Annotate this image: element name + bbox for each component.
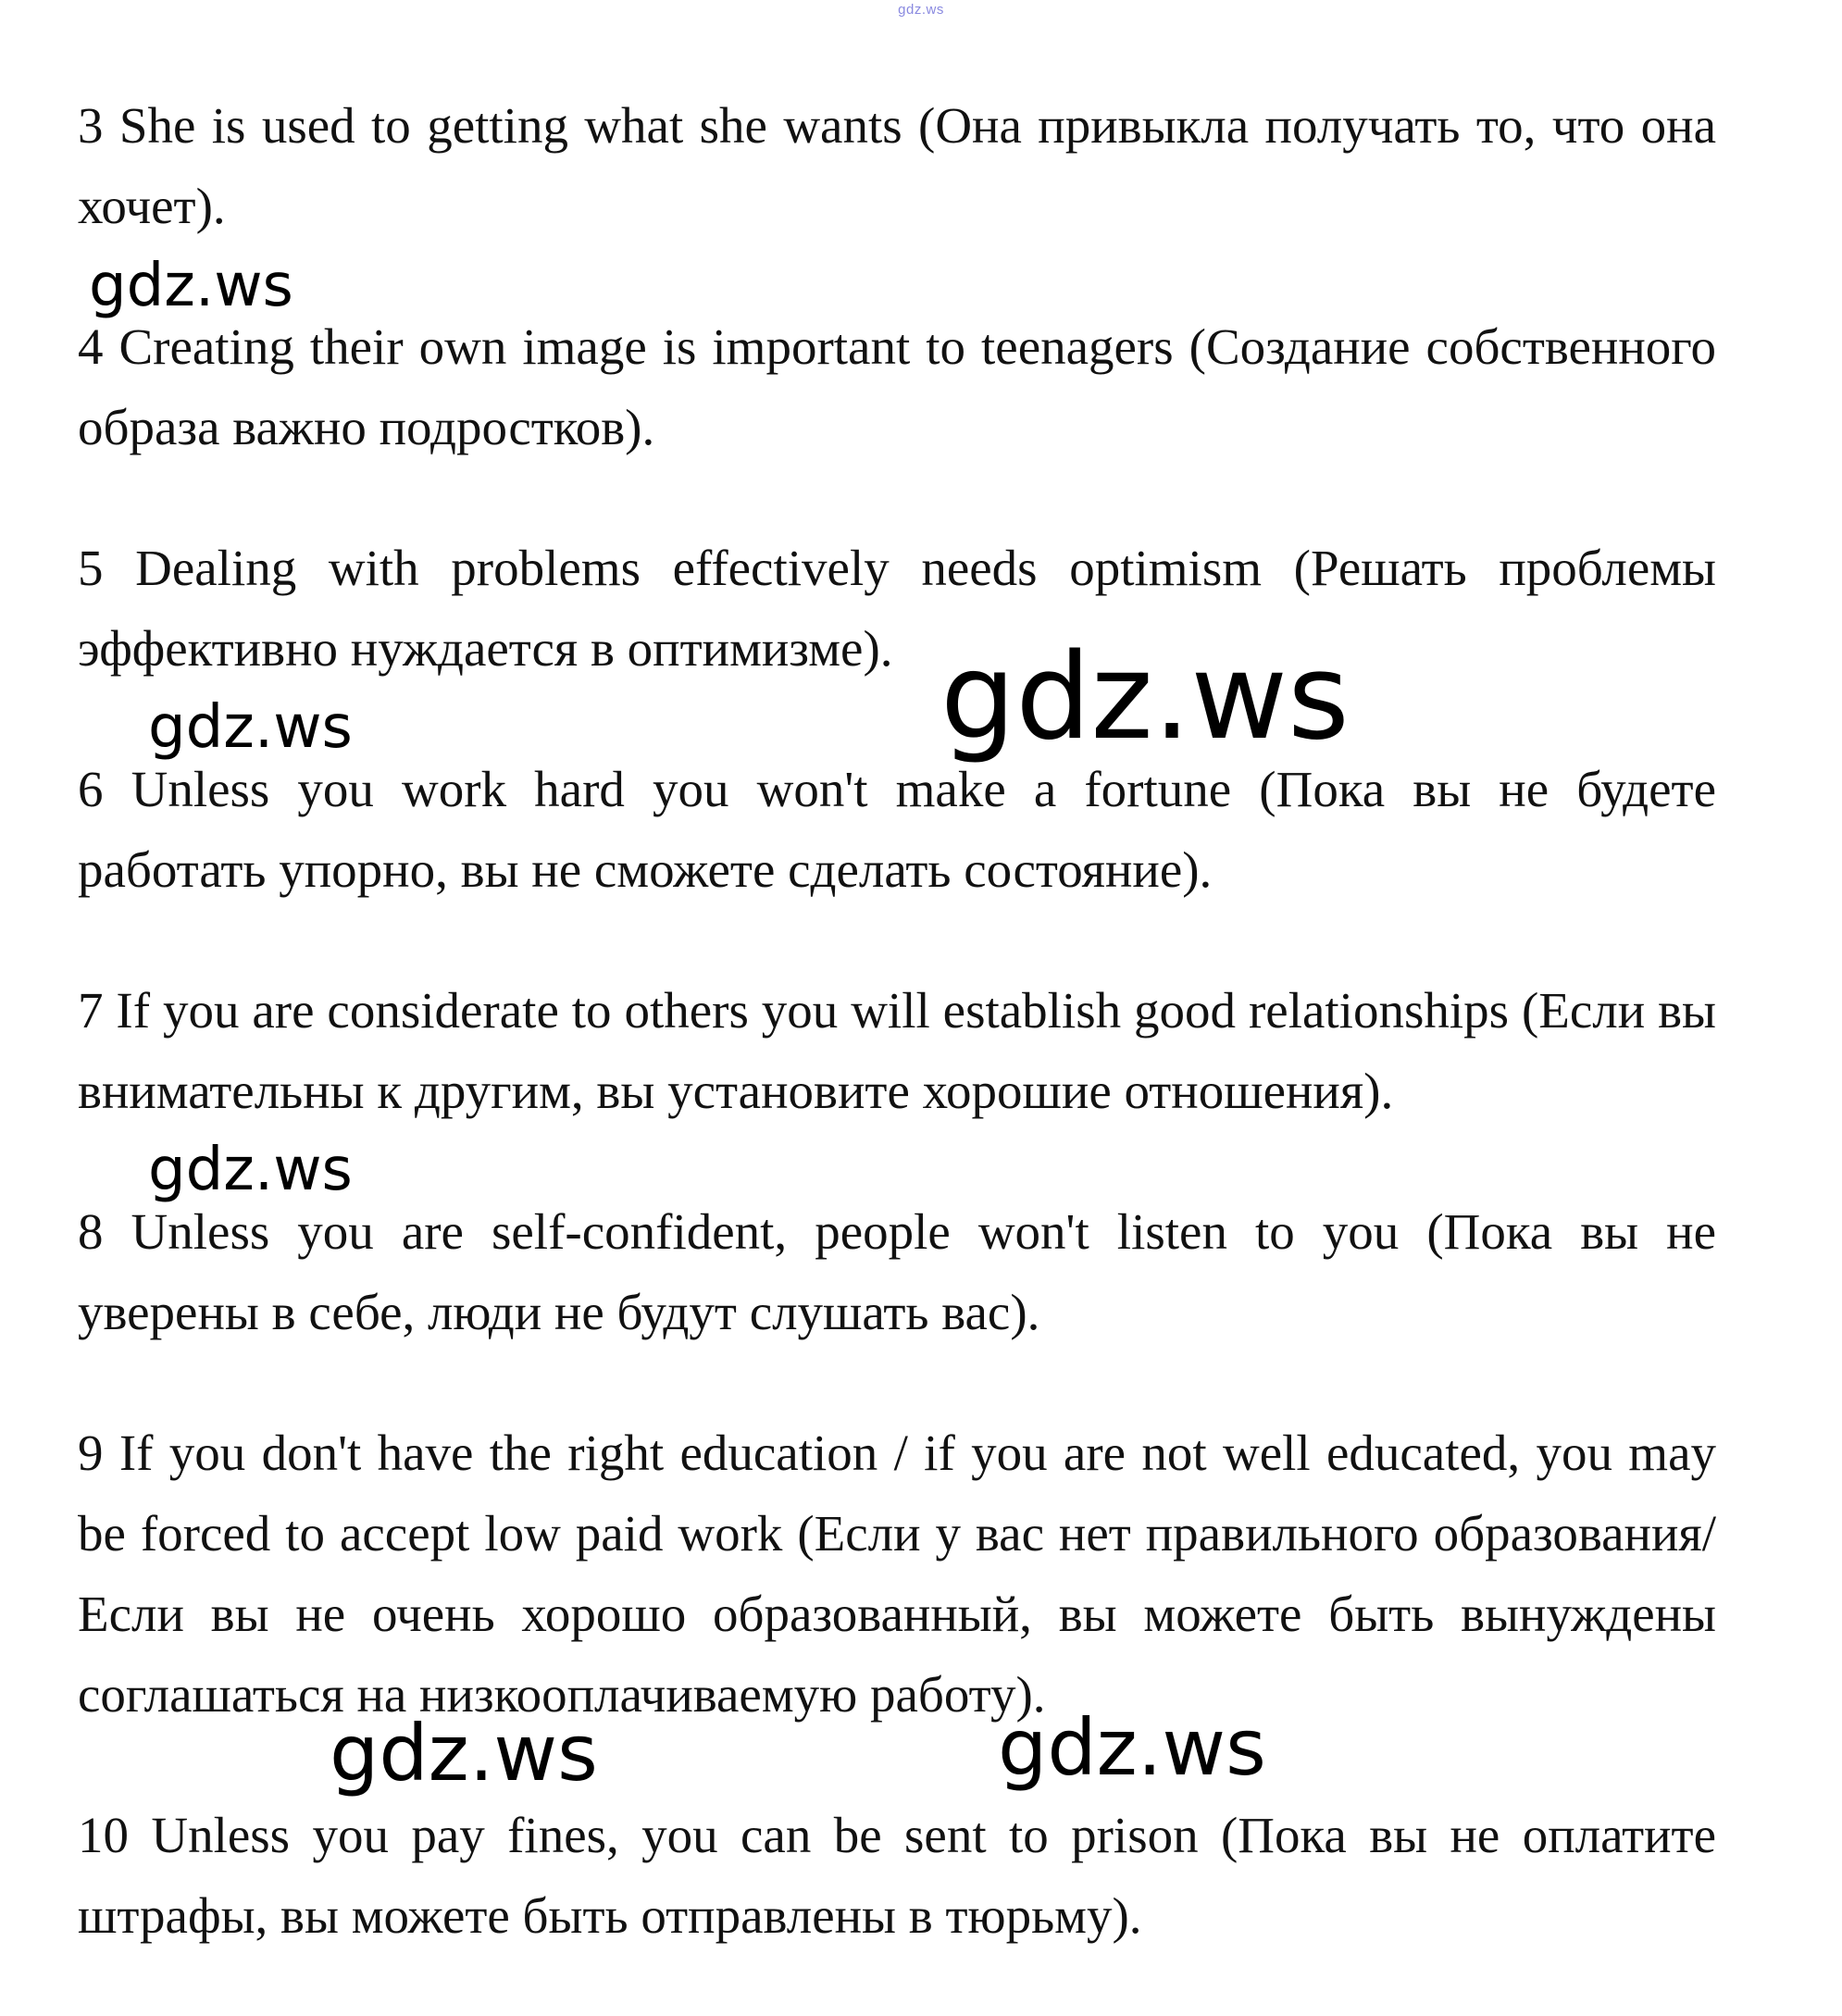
watermark: gdz.ws <box>148 693 353 762</box>
answer-item-7: 7 If you are considerate to others you will establish good relationships (Если вы внимательны к другим, вы установите хорошие отношения). <box>78 982 1716 1119</box>
watermark: gdz.ws <box>148 1136 353 1204</box>
watermark: gdz.ws <box>998 1702 1266 1793</box>
watermark: gdz.ws <box>89 252 293 320</box>
answer-item-3: 3 She is used to getting what she wants (Она привыкла получать то, что она хочет). <box>78 97 1716 234</box>
answer-item-4: 4 Creating their own image is important to teenagers (Создание собственного образа важно подростков). <box>78 318 1716 455</box>
header-site-mark: gdz.ws <box>898 2 944 18</box>
answer-list <box>78 85 1716 2016</box>
answer-item-8: 8 Unless you are self-confident, people won't listen to you (Пока вы не уверены в себе, люди не будут слушать вас). <box>78 1203 1716 1340</box>
watermark: gdz.ws <box>940 628 1350 766</box>
watermark: gdz.ws <box>330 1708 598 1798</box>
answer-item-6: 6 Unless you work hard you won't make a fortune (Пока вы не будете работать упорно, вы не сможете сделать состояние). <box>78 761 1716 898</box>
answer-item-9: 9 If you don't have the right education / if you are not well educated, you may be forced to accept low paid work (Если у вас нет правильного образования/ Если вы не очень хорошо образованный, вы можете быть вынуждены соглашаться на низкооплачиваемую работу). <box>78 1425 1716 1723</box>
answer-item-10: 10 Unless you pay fines, you can be sent to prison (Пока вы не оплатите штрафы, вы можете быть отправлены в тюрьму). <box>78 1807 1716 1944</box>
answer-item-5: 5 Dealing with problems effectively needs optimism (Решать проблемы эффективно нуждается в оптимизме). <box>78 540 1716 677</box>
